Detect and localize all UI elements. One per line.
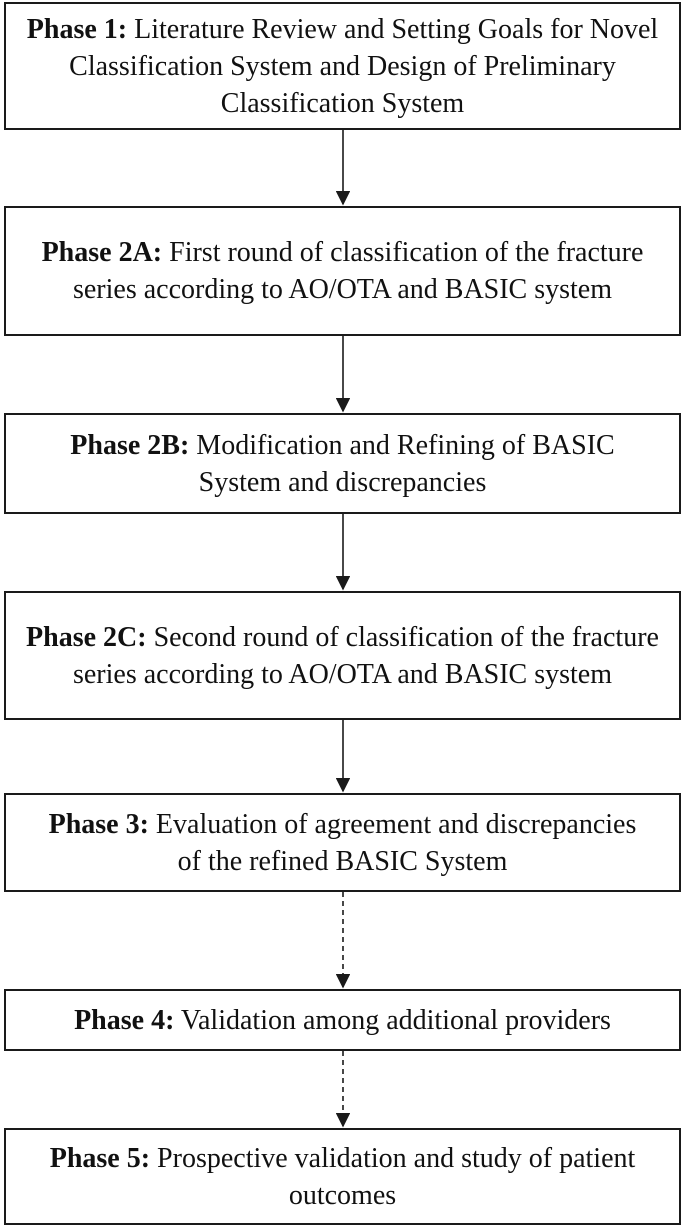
phase-1-description: Literature Review and Setting Goals for Novel Classification System and Design of Preliminary Classification System (69, 13, 659, 119)
phase-3-text (46, 806, 639, 880)
phase-1-label: Phase 1: (26, 13, 128, 45)
phase-2c-text (16, 619, 669, 693)
phase-2c-label: Phase 2C: (26, 621, 147, 653)
phase-2a-text (16, 234, 669, 308)
phase-5-description: Prospective validation and study of patient outcomes (157, 1142, 636, 1211)
phase-4-box (4, 989, 681, 1051)
phase-5-label: Phase 5: (49, 1142, 151, 1174)
phase-4-label: Phase 4: (74, 1004, 175, 1036)
phase-2a-description: First round of classification of the fracture series according to AO/OTA and BASIC system (72, 237, 644, 305)
phase-2b-box (4, 413, 681, 514)
phase-2b-text (66, 427, 619, 501)
phase-1-text (16, 11, 669, 122)
phase-2c-box (4, 591, 681, 720)
phase-5-box (4, 1128, 681, 1225)
phase-3-box (4, 793, 681, 892)
phase-4-text (74, 1002, 611, 1039)
phase-1-box (4, 2, 681, 130)
phase-4-description: Validation among additional providers (180, 1004, 611, 1036)
phase-2b-description: Modification and Refining of BASIC System and discrepancies (196, 429, 615, 498)
phase-5-text (46, 1140, 639, 1214)
phase-2a-label: Phase 2A: (41, 237, 163, 268)
phase-2c-description: Second round of classification of the fracture series according to AO/OTA and BASIC system (72, 621, 659, 690)
phase-2b-label: Phase 2B: (70, 429, 190, 461)
phase-2a-box (4, 206, 681, 336)
phase-3-description: Evaluation of agreement and discrepancies of the refined BASIC System (155, 808, 637, 877)
phase-3-label: Phase 3: (48, 808, 149, 840)
